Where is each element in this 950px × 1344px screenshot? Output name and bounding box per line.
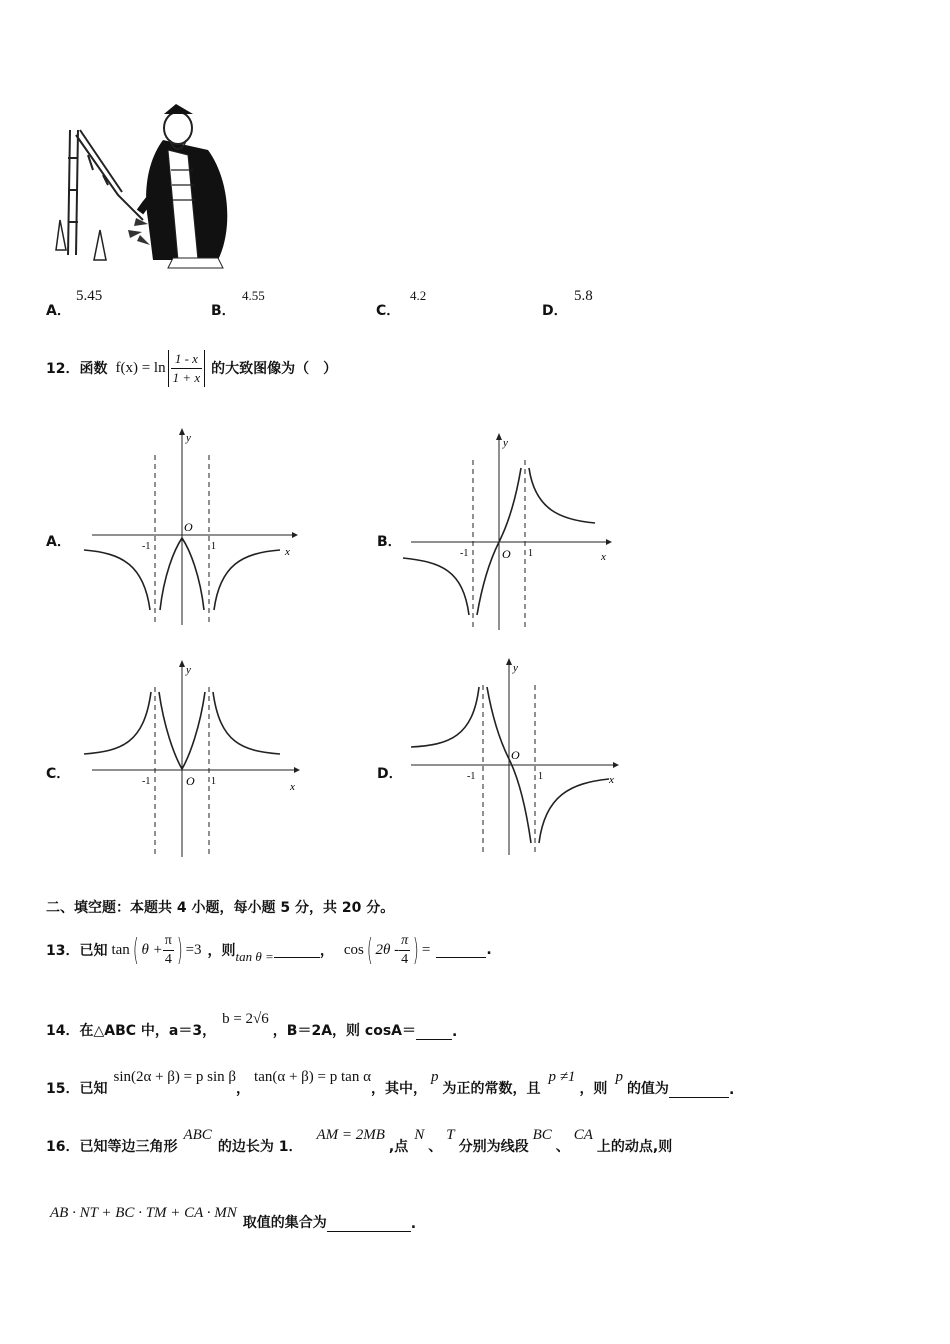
graph-a-tick-pos: 1 <box>211 541 216 552</box>
option-c-label: C． <box>376 303 401 319</box>
graph-a-label: A． <box>46 534 71 550</box>
q12-suffix: 的大致图像为（ ） <box>211 361 338 377</box>
q15-blank[interactable] <box>669 1083 729 1098</box>
q12-function-lhs: f(x) = ln <box>115 359 166 376</box>
q16-end: . <box>410 1216 417 1232</box>
graph-d <box>377 655 647 860</box>
option-b-label: B． <box>211 303 236 319</box>
q14-number: 14． <box>46 1023 80 1039</box>
option-a-value: 5.45 <box>76 288 103 304</box>
q14-b-expr: b = 2√6 <box>222 1011 269 1027</box>
q12-stem <box>46 346 337 390</box>
q15-expr-2: tan(α + β) = p tan α <box>254 1069 371 1085</box>
q15-text-5: 的值为 <box>626 1081 669 1097</box>
q13-theta-plus: θ + <box>141 941 163 958</box>
q15-comma: ， <box>236 1081 251 1097</box>
graph-b-origin: O <box>502 547 511 561</box>
q13-eq3: =3 <box>185 941 202 958</box>
q12-number: 12． <box>46 361 80 377</box>
graph-c <box>46 657 316 862</box>
q16-line-1 <box>46 1122 672 1156</box>
q16-vector-expr: AB · NT + BC · TM + CA · MN <box>50 1205 237 1221</box>
graph-a-tick-neg: -1 <box>142 541 151 552</box>
q12-prefix: 函数 <box>79 361 108 377</box>
graph-a-y-label: y <box>186 432 191 444</box>
q12-denominator: 1 + x <box>172 369 201 385</box>
q13-text-2: ，则 <box>207 943 236 959</box>
graph-b-tick-neg: -1 <box>460 548 469 559</box>
q13-paren-open-2: ( <box>366 932 373 968</box>
q13-pi: π <box>163 932 174 951</box>
q14 <box>46 1006 457 1040</box>
q16-abc: ABC <box>183 1127 212 1143</box>
q15-p-1: p <box>430 1069 439 1085</box>
q16-text-4: 、 <box>428 1139 443 1155</box>
graph-d-y-label: y <box>513 662 518 674</box>
q13-pi-2: π <box>399 932 410 951</box>
option-d-value: 5.8 <box>574 288 593 304</box>
q12-numerator: 1 - x <box>171 350 203 369</box>
q13-two-theta: 2θ - <box>375 941 400 958</box>
graph-d-origin: O <box>511 748 520 762</box>
graph-a-plot <box>82 425 302 630</box>
q13-end: . <box>486 942 492 958</box>
q13 <box>46 924 492 976</box>
q13-paren-close: ) <box>176 932 183 968</box>
q15-text-4: ，则 <box>579 1081 608 1097</box>
graph-d-plot <box>401 655 631 860</box>
q15-end: . <box>728 1082 735 1098</box>
q15-text-3: 为正的常数，且 <box>442 1081 541 1097</box>
q13-blank-2[interactable] <box>436 943 486 958</box>
graph-d-tick-neg: -1 <box>467 771 476 782</box>
q13-blank-1[interactable] <box>274 943 320 958</box>
q16-ca: CA <box>573 1127 593 1143</box>
graph-b-tick-pos: 1 <box>528 548 533 559</box>
q15 <box>46 1064 734 1098</box>
graph-d-tick-pos: 1 <box>538 771 543 782</box>
q15-text-1: 已知 <box>79 1081 108 1097</box>
q13-cos: cos <box>343 941 364 958</box>
graph-b-y-label: y <box>503 437 508 449</box>
graph-d-label: D． <box>377 766 403 782</box>
q14-end: . <box>452 1024 458 1040</box>
graph-d-x-label: x <box>609 774 614 786</box>
option-b-value: 4.55 <box>242 288 265 303</box>
option-d-label: D． <box>542 303 568 319</box>
bamboo-scholar-illustration <box>48 100 238 270</box>
q15-text-2: ，其中， <box>370 1081 427 1097</box>
section-2-heading: 二、填空题：本题共 4 小题，每小题 5 分，共 20 分。 <box>46 900 395 916</box>
graph-b-x-label: x <box>601 551 606 563</box>
q16-number: 16． <box>46 1139 80 1155</box>
q16-blank[interactable] <box>327 1217 411 1232</box>
graph-c-origin: O <box>186 774 195 788</box>
graph-b-plot <box>401 430 621 635</box>
q15-p-3: p <box>615 1069 623 1085</box>
q13-four: 4 <box>164 951 172 967</box>
graph-c-x-label: x <box>290 781 295 793</box>
graph-c-y-label: y <box>186 664 191 676</box>
q13-paren-close-2: ) <box>413 932 419 968</box>
q13-tan-theta: tan θ = <box>235 949 274 964</box>
q12-abs-bars <box>168 350 206 387</box>
q16-line-2 <box>46 1198 416 1232</box>
graph-a-origin: O <box>184 520 193 534</box>
graph-c-tick-pos: 1 <box>211 776 216 787</box>
q16-text-1: 已知等边三角形 <box>79 1139 178 1155</box>
option-c-value: 4.2 <box>410 288 427 303</box>
q16-text-6: 、 <box>555 1139 570 1155</box>
graph-a <box>46 425 306 630</box>
q16-text-8: 取值的集合为 <box>242 1215 327 1231</box>
q14-blank[interactable] <box>416 1025 452 1040</box>
q16-n: N <box>414 1127 425 1143</box>
graph-b-label: B． <box>377 534 402 550</box>
q16-text-7: 上的动点,则 <box>596 1139 673 1155</box>
q15-p-2: p ≠1 <box>548 1069 576 1085</box>
q14-text-1: 在△ABC 中，a＝3， <box>79 1023 217 1039</box>
q16-text-5: 分别为线段 <box>458 1139 529 1155</box>
graph-c-label: C． <box>46 766 71 782</box>
q16-bc: BC <box>532 1127 552 1143</box>
q13-eq: = <box>421 941 431 958</box>
graph-b <box>377 430 637 635</box>
q13-four-2: 4 <box>401 951 409 967</box>
q13-comma: ， <box>319 943 334 959</box>
graph-c-tick-neg: -1 <box>142 776 151 787</box>
graph-c-plot <box>82 657 312 862</box>
q16-text-3: ,点 <box>388 1139 409 1155</box>
q15-number: 15． <box>46 1081 80 1097</box>
q13-number: 13． <box>46 943 80 959</box>
option-a-label: A． <box>46 303 71 319</box>
q16-text-2: 的边长为 1． <box>217 1139 303 1155</box>
q13-text-1: 已知 <box>79 943 108 959</box>
q13-tan: tan <box>111 941 130 958</box>
q14-text-2: ，B＝2A，则 cosA＝ <box>272 1023 417 1039</box>
q13-paren-open: ( <box>132 932 139 968</box>
q11-options <box>46 288 866 322</box>
q16-t: T <box>446 1127 455 1143</box>
graph-a-x-label: x <box>285 546 290 558</box>
q16-am: AM = 2MB <box>316 1127 385 1143</box>
q15-expr-1: sin(2α + β) = p sin β <box>113 1069 237 1085</box>
